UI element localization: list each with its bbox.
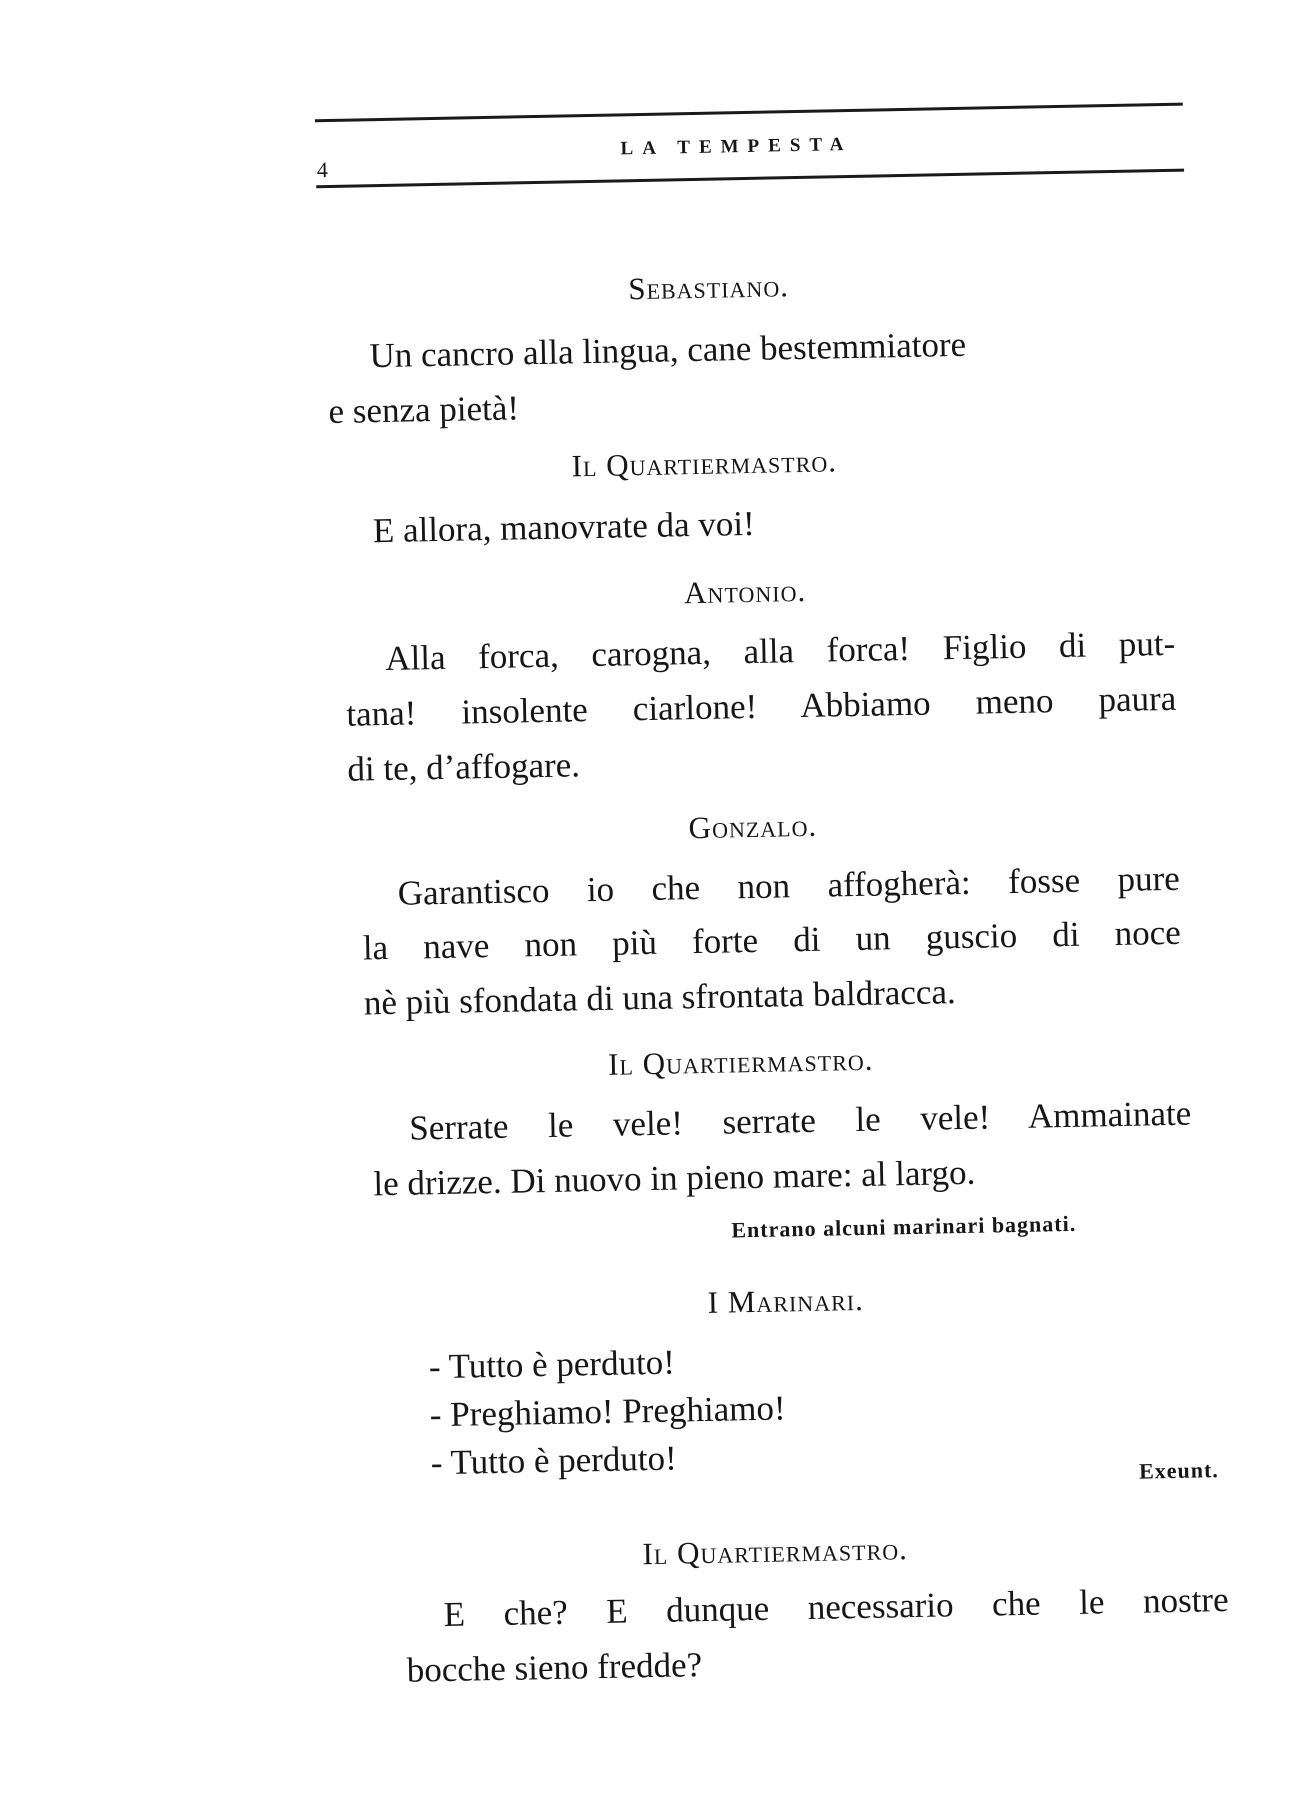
- running-title: LA TEMPESTA: [620, 133, 853, 160]
- speaker-name: Il Quartiermastro.: [642, 1531, 909, 1572]
- dialogue-line: la nave non più forte di un guscio di noce: [362, 912, 1182, 968]
- speaker-name: Antonio.: [683, 572, 807, 611]
- speaker-name: Il Quartiermastro.: [607, 1041, 874, 1082]
- speaker-name: Sebastiano.: [627, 268, 790, 307]
- dialogue-line: Garantisco io che non affogherà: fosse pure: [397, 858, 1181, 913]
- dialogue-line: Un cancro alla lingua, cane bestemmiatore: [369, 324, 967, 376]
- stage-direction: Entrano alcuni marinari bagnati.: [731, 1210, 1077, 1243]
- dialogue-line: Alla forca, carogna, alla forca! Figlio di put-: [384, 623, 1176, 678]
- dialogue-line: le drizze. Di nuovo in pieno mare: al largo.: [373, 1152, 976, 1204]
- stage-direction: Exeunt.: [1138, 1457, 1220, 1484]
- dialogue-line: Serrate le vele! serrate le vele! Ammainate: [408, 1093, 1192, 1148]
- dialogue-line: E che? E dunque necessario che le nostre: [443, 1579, 1229, 1635]
- speaker-name: Il Quartiermastro.: [571, 443, 838, 484]
- speaker-name: Gonzalo.: [688, 807, 818, 846]
- dialogue-line: nè più sfondata di una sfrontata baldracca.: [363, 972, 957, 1023]
- header-rule-top: [315, 103, 1183, 123]
- dialogue-line: - Preghiamo! Preghiamo!: [429, 1388, 786, 1435]
- header-rule-bottom: [316, 169, 1184, 189]
- dialogue-line: di te, d’affogare.: [347, 745, 581, 789]
- page-number: 4: [316, 157, 329, 183]
- dialogue-line: - Tutto è perduto!: [430, 1438, 678, 1483]
- dialogue-line: - Tutto è perduto!: [428, 1342, 676, 1387]
- dialogue-line: bocche sieno fredde?: [406, 1645, 703, 1690]
- speaker-name: I Marinari.: [707, 1281, 865, 1320]
- dialogue-line: e senza pietà!: [328, 388, 520, 432]
- dialogue-line: E allora, manovrate da voi!: [372, 503, 756, 551]
- dialogue-line: tana! insolente ciarlone! Abbiamo meno paura: [345, 678, 1177, 734]
